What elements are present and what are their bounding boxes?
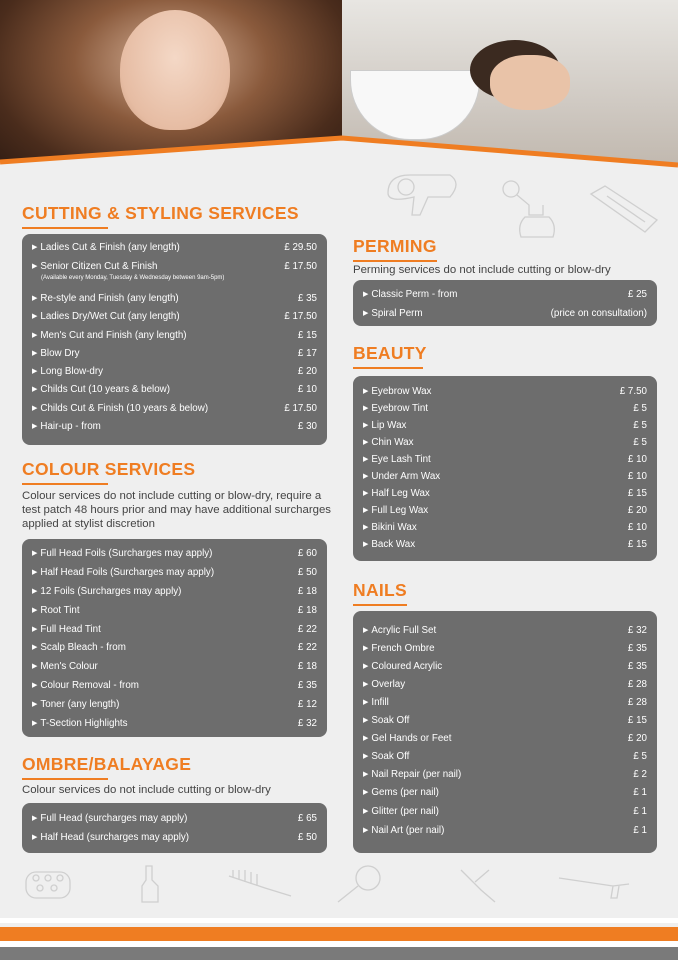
list-item: ▶ Full Head Tint £ 22 xyxy=(32,624,317,643)
comb-icon xyxy=(225,862,295,902)
list-item: ▶ Hair-up - from £ 30 xyxy=(32,421,317,439)
cutting-price-list xyxy=(22,234,327,445)
list-item: ▶ Half Head Foils (Surcharges may apply) £ 50 xyxy=(32,567,317,586)
list-item: ▶ Chin Wax £ 5 xyxy=(363,437,647,454)
list-item: ▶ Re-style and Finish (any length) £ 35 xyxy=(32,293,317,311)
list-item: ▶ Spiral Perm (price on consultation) xyxy=(363,308,647,327)
list-item: ▶ Bikini Wax £ 10 xyxy=(363,522,647,539)
list-item: ▶ Childs Cut (10 years & below) £ 10 xyxy=(32,384,317,403)
list-item: ▶ Nail Art (per nail) £ 1 xyxy=(363,825,647,843)
list-item: ▶ Full Leg Wax £ 20 xyxy=(363,505,647,522)
perming-note: Perming services do not include cutting or blow-dry xyxy=(353,264,611,276)
list-item: ▶ Childs Cut & Finish (10 years & below) £ 17.50 xyxy=(32,403,317,422)
cutting-section-title: CUTTING & STYLING SERVICES xyxy=(22,203,299,229)
list-item: ▶ Long Blow-dry £ 20 xyxy=(32,366,317,384)
footer-stripe-orange xyxy=(0,927,678,941)
hair-dryer-icon xyxy=(380,163,470,223)
list-item: ▶ Soak Off £ 15 xyxy=(363,715,647,733)
ombre-section-title: OMBRE/BALAYAGE xyxy=(22,754,191,780)
list-item: ▶ Full Head (surcharges may apply) £ 65 xyxy=(32,813,317,832)
list-item: ▶ Under Arm Wax £ 10 xyxy=(363,471,647,488)
hero-banner xyxy=(0,0,678,175)
list-item: ▶ Half Leg Wax £ 15 xyxy=(363,488,647,505)
list-item: ▶ Soak Off £ 5 xyxy=(363,751,647,769)
hair-iron-icon xyxy=(555,862,635,906)
list-item: ▶ Overlay £ 28 xyxy=(363,679,647,697)
list-item: ▶ Senior Citizen Cut & Finish (Available every Monday, Tuesday & Wednesday between 9am-5pm) £ 17.50 xyxy=(32,261,317,293)
list-item: ▶ Acrylic Full Set £ 32 xyxy=(363,625,647,643)
colour-price-list xyxy=(22,539,327,737)
list-item: ▶ Nail Repair (per nail) £ 2 xyxy=(363,769,647,787)
brush-icon xyxy=(330,862,390,906)
list-item: ▶ Men's Cut and Finish (any length) £ 15 xyxy=(32,330,317,349)
footer-stripe-grey xyxy=(0,947,678,960)
nails-section-title: NAILS xyxy=(353,580,407,606)
colour-note: Colour services do not include cutting or blow-dry, require a test patch 48 hours prior and may have additional surcharges applied at stylist discretion xyxy=(22,490,331,530)
list-item: ▶ Men's Colour £ 18 xyxy=(32,661,317,680)
hair-roller-icon xyxy=(20,862,76,906)
perming-section-title: PERMING xyxy=(353,236,437,262)
list-item: ▶ Ladies Dry/Wet Cut (any length) £ 17.50 xyxy=(32,311,317,330)
list-item: ▶ Eyebrow Wax £ 7.50 xyxy=(363,386,647,403)
perming-price-list xyxy=(353,280,657,326)
clipper-icon xyxy=(585,180,665,240)
list-item: ▶ Gems (per nail) £ 1 xyxy=(363,787,647,806)
list-item: ▶ Scalp Bleach - from £ 22 xyxy=(32,642,317,661)
beauty-price-list xyxy=(353,376,657,561)
list-item: ▶ Classic Perm - from £ 25 xyxy=(363,289,647,308)
hero-wave xyxy=(0,0,678,175)
list-item: ▶ Colour Removal - from £ 35 xyxy=(32,680,317,699)
list-item: ▶ Toner (any length) £ 12 xyxy=(32,699,317,718)
list-item: ▶ 12 Foils (Surcharges may apply) £ 18 xyxy=(32,586,317,605)
list-item: ▶ Glitter (per nail) £ 1 xyxy=(363,806,647,825)
list-item: ▶ Blow Dry £ 17 xyxy=(32,348,317,366)
list-item: ▶ Eyebrow Tint £ 5 xyxy=(363,403,647,420)
list-item: ▶ Half Head (surcharges may apply) £ 50 xyxy=(32,832,317,851)
list-item: ▶ Gel Hands or Feet £ 20 xyxy=(363,733,647,751)
list-item: ▶ Coloured Acrylic £ 35 xyxy=(363,661,647,679)
list-item: ▶ French Ombre £ 35 xyxy=(363,643,647,661)
list-item: ▶ Ladies Cut & Finish (any length) £ 29.50 xyxy=(32,242,317,261)
colour-section-title: COLOUR SERVICES xyxy=(22,459,195,485)
nails-price-list xyxy=(353,611,657,853)
nail-polish-icon xyxy=(132,862,168,908)
list-item: ▶ Full Head Foils (Surcharges may apply) £ 60 xyxy=(32,548,317,567)
ombre-price-list xyxy=(22,803,327,853)
list-item: ▶ T-Section Highlights £ 32 xyxy=(32,718,317,737)
perfume-bottle-icon xyxy=(495,175,565,245)
footer-stripe-white xyxy=(0,918,678,923)
list-item: ▶ Root Tint £ 18 xyxy=(32,605,317,624)
razor-icon xyxy=(455,862,505,906)
list-item: ▶ Back Wax £ 15 xyxy=(363,539,647,556)
list-item: ▶ Eye Lash Tint £ 10 xyxy=(363,454,647,471)
beauty-section-title: BEAUTY xyxy=(353,343,427,369)
list-item: ▶ Lip Wax £ 5 xyxy=(363,420,647,437)
list-item: ▶ Infill £ 28 xyxy=(363,697,647,715)
ombre-note: Colour services do not include cutting or blow-dry xyxy=(22,784,271,796)
